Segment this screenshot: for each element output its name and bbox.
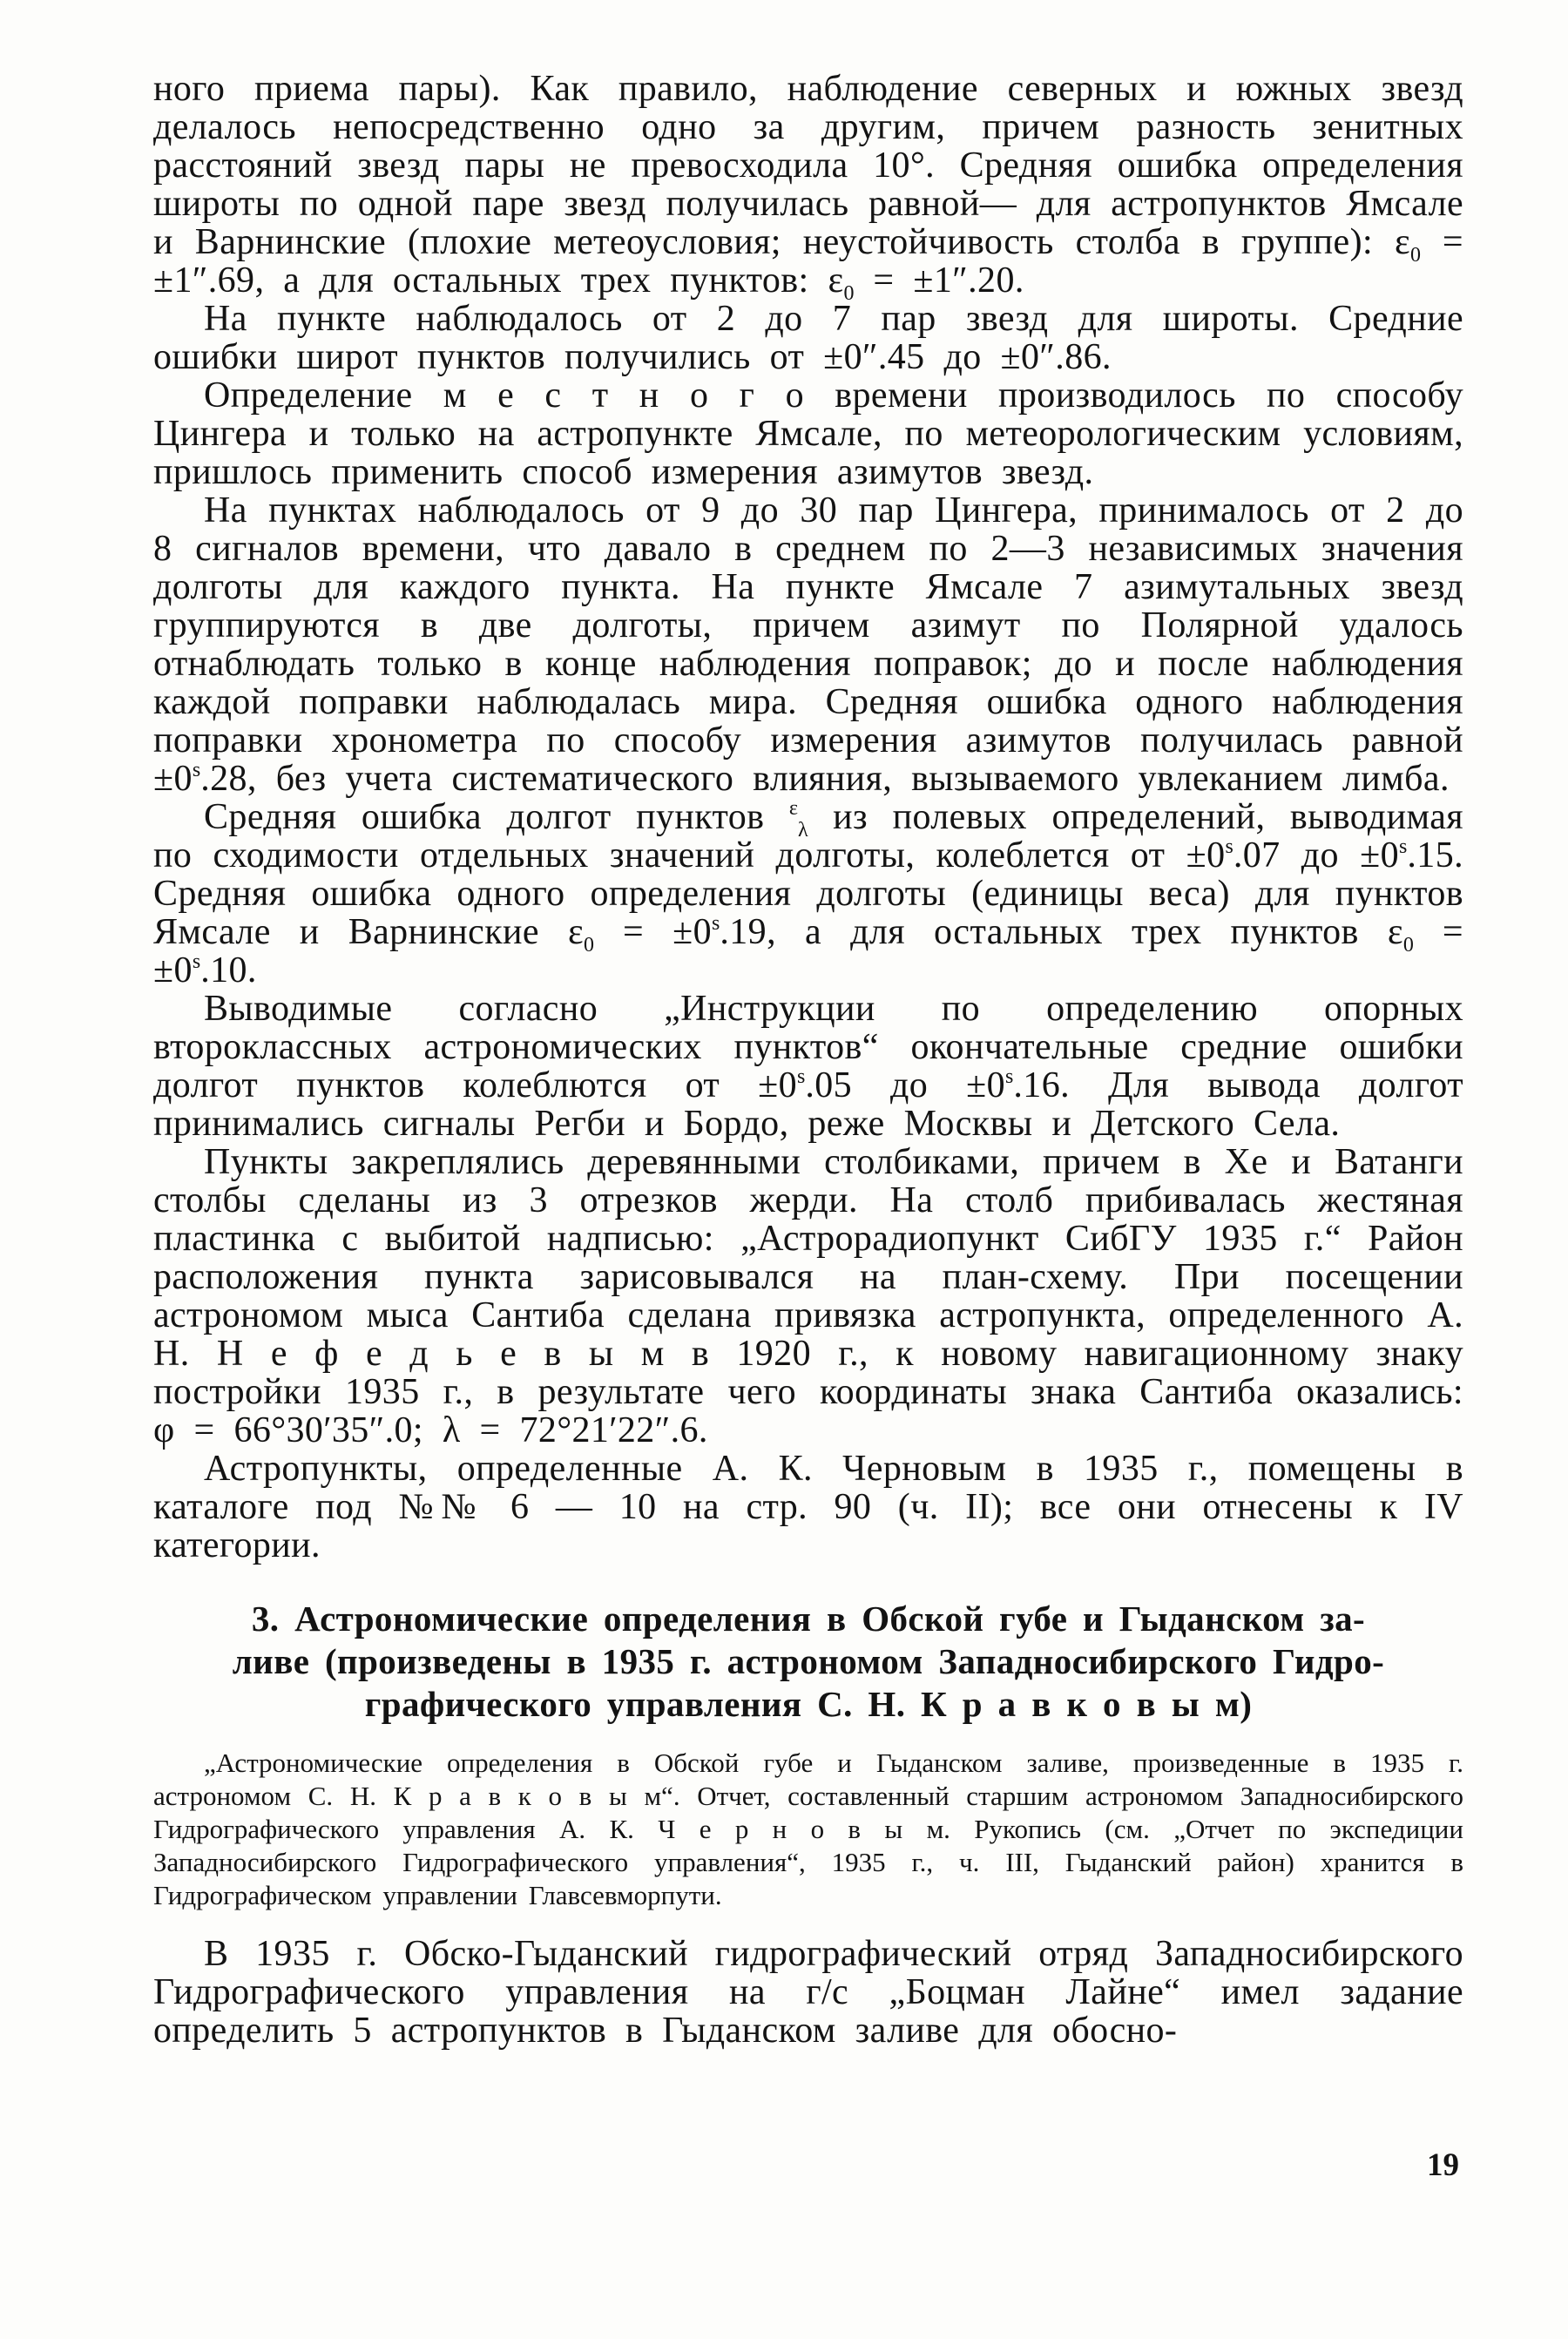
text-run: Определение м е с т н о г о времени производилось по способу Цингера и только на астропункте Ямсале, по метеорологическим условиям, пришлось применить способ измерения азимутов звезд. [153,375,1463,492]
paragraph [153,300,1463,376]
paragraph [153,376,1463,491]
subscript: 0 [1409,244,1421,267]
heading-line: ливе (произведены в 1935 г. астрономом Западносибирского Гидро- [232,1641,1385,1681]
text-run: Астропункты, определенные А. К. Черновым в 1935 г., помещены в каталоге под №№ 6 — 10 на стр. 90 (ч. II); все они отнесены к IV категории. [153,1449,1463,1565]
text-run: .05 до ±0 [805,1065,1006,1105]
text-run: Средняя ошибка долгот пунктов [204,797,789,837]
text-run: .19, а для остальных трех пунктов ε [720,912,1403,952]
subscript: 0 [584,934,595,957]
heading-line: 3. Астрономические определения в Обской губе и Гыданском за- [251,1599,1366,1639]
paragraph [153,1143,1463,1450]
subscript: 0 [843,282,855,305]
paragraph [153,798,1463,990]
text-run: В 1935 г. Обско-Гыданский гидрографический отряд Западносибирского Гидрографического управления на г/с „Боцман Лайне“ имел задание определить 5 астропунктов в Гыданском заливе для обосно- [153,1934,1463,2051]
text-run: = ±1″.69, а для остальных трех пунктов: ε [153,222,1463,301]
superscript: s [797,1065,806,1088]
source-note [153,1747,1463,1912]
text-run: .15. Средняя ошибка одного определения долготы (единицы веса) для пунктов Ямсале и Варнинские ε [153,835,1463,952]
text-run: .28, без учета систематического влияния, вызываемого увлеканием лимба. [200,759,1450,799]
text-run: На пунктах наблюдалось от 9 до 30 пар Цингера, принималось от 2 до 8 сигналов времени, что давало в среднем по 2—3 независимых значения долготы для каждого пункта. На пункте Ямсале 7 азимутальных звезд группируются в две долготы, причем азимут по Полярной удалось отнаблюдать только в конце наблюдения поправок; до и после наблюдения каждой поправки наблюдалась мира. Средняя ошибка одного наблюдения поправки хронометра по способу измерения азимутов получилась равной ±0 [153,490,1463,799]
section-heading [153,1598,1463,1726]
text-run: Выводимые согласно „Инструкции по определению опорных второклассных астрономических пунктов“ окончательные средние ошибки долгот пунктов колеблются от ±0 [153,989,1463,1105]
paragraph [153,1450,1463,1565]
text-run: = ±1″.20. [854,260,1024,301]
text-run: ного приема пары). Как правило, наблюдение северных и южных звезд делалось непосредственно одно за другим, причем разность зенитных расстояний звезд пары не превосходила 10°. Средняя ошибка определения широты по одной паре звезд получилась равной— для астропунктов Ямсале и Варнинские (плохие метеоусловия; неустойчивость столба в группе): ε [153,69,1463,262]
text-column [153,70,1463,2050]
paragraph [153,491,1463,798]
text-run: .16. Для вывода долгот принимались сигналы Регби и Бордо, реже Москвы и Детского Села. [153,1065,1463,1144]
superscript: s [1399,835,1408,858]
subscript: 0 [1402,934,1414,957]
subscript: λ [798,819,808,842]
superscript: ε [788,797,798,820]
superscript: s [1005,1065,1014,1088]
superscript: s [712,912,720,935]
text-run: .07 до ±0 [1233,835,1400,875]
paragraph [153,1935,1463,2050]
page-number: 19 [1427,2147,1459,2183]
heading-line: графического управления С. Н. К р а в к о в ы м) [364,1684,1253,1724]
text-run: .10. [200,950,257,990]
text-run: На пункте наблюдалось от 2 до 7 пар звезд для широты. Средние ошибки широт пунктов получились от ±0″.45 до ±0″.86. [153,299,1463,377]
superscript: s [192,759,201,781]
text-run: из полевых определений, выводимая по сходимости отдельных значений долготы, колеблется от ±0 [153,797,1464,875]
text-run: = ±0 [594,912,713,952]
text-run: Пункты закреплялись деревянными столбиками, причем в Хе и Ватанги столбы сделаны из 3 отрезков жерди. На столб прибивалась жестяная пластинка с выбитой надписью: „Астрорадиопункт СибГУ 1935 г.“ Район расположения пункта зарисовывался на план-схему. При посещении астрономом мыса Сантиба сделана привязка астропункта, определенного А. Н. Н е ф е д ь е в ы м в 1920 г., к новому навигационному знаку постройки 1935 г., в результате чего координаты знака Сантиба оказались: φ = 66°30′35″.0; λ = 72°21′22″.6. [153,1142,1463,1450]
superscript: s [1225,835,1233,858]
text-run: = ±0 [153,912,1463,990]
paragraph [153,69,1463,305]
paragraph [153,990,1463,1143]
superscript: s [192,950,201,973]
text-run: „Астрономические определения в Обской губе и Гыданском заливе, произведенные в 1935 г. астрономом С. Н. К р а в к о в ы м“. Отчет, составленный старшим астрономом Западносибирского Гидрографического управления А. К. Ч е р н о в ы м. Рукопись (см. „Отчет по экспедиции Западносибирского Гидрографического управления“, 1935 г., ч. III, Гыданский район) хранится в Гидрографическом управлении Главсевморпути. [153,1747,1463,1910]
